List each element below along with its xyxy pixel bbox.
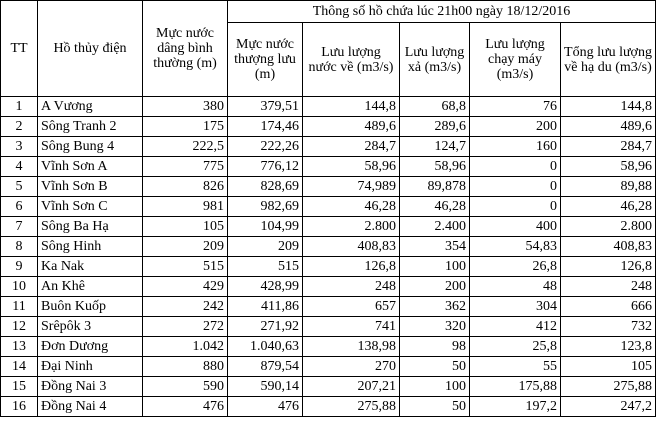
row-normal-level: 476 bbox=[143, 397, 228, 417]
row-tt: 15 bbox=[1, 377, 38, 397]
row-inflow: 126,8 bbox=[303, 257, 400, 277]
row-spill: 50 bbox=[400, 397, 470, 417]
row-normal-level: 380 bbox=[143, 97, 228, 117]
row-spill: 46,28 bbox=[400, 197, 470, 217]
row-spill: 200 bbox=[400, 277, 470, 297]
row-turbine: 0 bbox=[470, 197, 561, 217]
row-total-out: 123,8 bbox=[561, 337, 656, 357]
row-total-out: 275,88 bbox=[561, 377, 656, 397]
row-inflow: 270 bbox=[303, 357, 400, 377]
row-tt: 12 bbox=[1, 317, 38, 337]
row-upstream-level: 879,54 bbox=[228, 357, 303, 377]
row-spill: 100 bbox=[400, 377, 470, 397]
row-normal-level: 105 bbox=[143, 217, 228, 237]
row-normal-level: 880 bbox=[143, 357, 228, 377]
header-total-out: Tổng lưu lượng về hạ du (m3/s) bbox=[561, 23, 656, 97]
table-row bbox=[1, 177, 656, 197]
table-row bbox=[1, 357, 656, 377]
row-total-out: 284,7 bbox=[561, 137, 656, 157]
header-inflow: Lưu lượng nước về (m3/s) bbox=[303, 23, 400, 97]
row-normal-level: 515 bbox=[143, 257, 228, 277]
row-tt: 14 bbox=[1, 357, 38, 377]
row-name: A Vương bbox=[38, 97, 143, 117]
row-turbine: 160 bbox=[470, 137, 561, 157]
row-inflow: 408,83 bbox=[303, 237, 400, 257]
row-inflow: 489,6 bbox=[303, 117, 400, 137]
row-total-out: 105 bbox=[561, 357, 656, 377]
row-tt: 1 bbox=[1, 97, 38, 117]
row-upstream-level: 411,86 bbox=[228, 297, 303, 317]
row-spill: 100 bbox=[400, 257, 470, 277]
row-inflow: 284,7 bbox=[303, 137, 400, 157]
row-spill: 58,96 bbox=[400, 157, 470, 177]
row-spill: 50 bbox=[400, 357, 470, 377]
row-normal-level: 981 bbox=[143, 197, 228, 217]
row-name: Vĩnh Sơn C bbox=[38, 197, 143, 217]
row-normal-level: 1.042 bbox=[143, 337, 228, 357]
row-total-out: 408,83 bbox=[561, 237, 656, 257]
table-row bbox=[1, 97, 656, 117]
row-turbine: 304 bbox=[470, 297, 561, 317]
row-inflow: 138,98 bbox=[303, 337, 400, 357]
table-body bbox=[1, 97, 656, 417]
row-tt: 16 bbox=[1, 397, 38, 417]
header-tt: TT bbox=[1, 1, 38, 97]
row-inflow: 144,8 bbox=[303, 97, 400, 117]
table-row bbox=[1, 117, 656, 137]
row-inflow: 46,28 bbox=[303, 197, 400, 217]
row-name: Ka Nak bbox=[38, 257, 143, 277]
row-normal-level: 775 bbox=[143, 157, 228, 177]
row-turbine: 25,8 bbox=[470, 337, 561, 357]
row-turbine: 175,88 bbox=[470, 377, 561, 397]
table-row bbox=[1, 217, 656, 237]
row-upstream-level: 476 bbox=[228, 397, 303, 417]
table-row bbox=[1, 337, 656, 357]
row-tt: 2 bbox=[1, 117, 38, 137]
row-total-out: 248 bbox=[561, 277, 656, 297]
table-row bbox=[1, 317, 656, 337]
row-total-out: 126,8 bbox=[561, 257, 656, 277]
row-tt: 3 bbox=[1, 137, 38, 157]
row-normal-level: 826 bbox=[143, 177, 228, 197]
row-tt: 11 bbox=[1, 297, 38, 317]
row-spill: 124,7 bbox=[400, 137, 470, 157]
row-name: Sông Bung 4 bbox=[38, 137, 143, 157]
row-spill: 98 bbox=[400, 337, 470, 357]
row-spill: 68,8 bbox=[400, 97, 470, 117]
row-upstream-level: 776,12 bbox=[228, 157, 303, 177]
row-spill: 320 bbox=[400, 317, 470, 337]
header-upstream-level: Mực nước thượng lưu (m) bbox=[228, 23, 303, 97]
row-turbine: 400 bbox=[470, 217, 561, 237]
row-spill: 89,878 bbox=[400, 177, 470, 197]
row-total-out: 46,28 bbox=[561, 197, 656, 217]
table-row bbox=[1, 237, 656, 257]
row-inflow: 207,21 bbox=[303, 377, 400, 397]
row-name: Đồng Nai 4 bbox=[38, 397, 143, 417]
row-turbine: 48 bbox=[470, 277, 561, 297]
row-upstream-level: 1.040,63 bbox=[228, 337, 303, 357]
row-tt: 10 bbox=[1, 277, 38, 297]
row-normal-level: 175 bbox=[143, 117, 228, 137]
table-row bbox=[1, 277, 656, 297]
row-upstream-level: 174,46 bbox=[228, 117, 303, 137]
row-spill: 2.400 bbox=[400, 217, 470, 237]
row-normal-level: 272 bbox=[143, 317, 228, 337]
row-inflow: 74,989 bbox=[303, 177, 400, 197]
header-normal-level: Mực nước dâng bình thường (m) bbox=[143, 1, 228, 97]
row-upstream-level: 515 bbox=[228, 257, 303, 277]
row-total-out: 732 bbox=[561, 317, 656, 337]
row-inflow: 58,96 bbox=[303, 157, 400, 177]
row-inflow: 657 bbox=[303, 297, 400, 317]
header-group: Thông số hồ chứa lúc 21h00 ngày 18/12/2016 bbox=[228, 1, 656, 23]
row-name: An Khê bbox=[38, 277, 143, 297]
row-total-out: 489,6 bbox=[561, 117, 656, 137]
table-row bbox=[1, 137, 656, 157]
header-name: Hồ thủy điện bbox=[38, 1, 143, 97]
row-turbine: 197,2 bbox=[470, 397, 561, 417]
row-upstream-level: 428,99 bbox=[228, 277, 303, 297]
row-normal-level: 242 bbox=[143, 297, 228, 317]
row-normal-level: 429 bbox=[143, 277, 228, 297]
row-name: Vĩnh Sơn B bbox=[38, 177, 143, 197]
row-upstream-level: 828,69 bbox=[228, 177, 303, 197]
header-turbine: Lưu lượng chạy máy (m3/s) bbox=[470, 23, 561, 97]
row-spill: 289,6 bbox=[400, 117, 470, 137]
row-inflow: 2.800 bbox=[303, 217, 400, 237]
row-name: Đại Ninh bbox=[38, 357, 143, 377]
row-upstream-level: 209 bbox=[228, 237, 303, 257]
row-upstream-level: 222,26 bbox=[228, 137, 303, 157]
row-upstream-level: 271,92 bbox=[228, 317, 303, 337]
row-spill: 362 bbox=[400, 297, 470, 317]
row-upstream-level: 982,69 bbox=[228, 197, 303, 217]
row-tt: 9 bbox=[1, 257, 38, 277]
row-tt: 6 bbox=[1, 197, 38, 217]
row-total-out: 666 bbox=[561, 297, 656, 317]
row-total-out: 58,96 bbox=[561, 157, 656, 177]
row-total-out: 89,88 bbox=[561, 177, 656, 197]
row-normal-level: 222,5 bbox=[143, 137, 228, 157]
table-row bbox=[1, 197, 656, 217]
row-name: Sông Ba Hạ bbox=[38, 217, 143, 237]
row-name: Sông Tranh 2 bbox=[38, 117, 143, 137]
row-inflow: 741 bbox=[303, 317, 400, 337]
row-turbine: 55 bbox=[470, 357, 561, 377]
row-turbine: 26,8 bbox=[470, 257, 561, 277]
row-name: Buôn Kuốp bbox=[38, 297, 143, 317]
table-row bbox=[1, 397, 656, 417]
row-tt: 4 bbox=[1, 157, 38, 177]
row-upstream-level: 379,51 bbox=[228, 97, 303, 117]
row-upstream-level: 590,14 bbox=[228, 377, 303, 397]
table-row bbox=[1, 377, 656, 397]
table-row bbox=[1, 157, 656, 177]
row-tt: 13 bbox=[1, 337, 38, 357]
row-tt: 5 bbox=[1, 177, 38, 197]
row-turbine: 0 bbox=[470, 177, 561, 197]
header-spill: Lưu lượng xả (m3/s) bbox=[400, 23, 470, 97]
row-tt: 8 bbox=[1, 237, 38, 257]
row-turbine: 76 bbox=[470, 97, 561, 117]
table-row bbox=[1, 297, 656, 317]
row-name: Đơn Dương bbox=[38, 337, 143, 357]
row-total-out: 2.800 bbox=[561, 217, 656, 237]
row-normal-level: 209 bbox=[143, 237, 228, 257]
row-total-out: 144,8 bbox=[561, 97, 656, 117]
row-tt: 7 bbox=[1, 217, 38, 237]
row-turbine: 200 bbox=[470, 117, 561, 137]
table-row bbox=[1, 257, 656, 277]
row-normal-level: 590 bbox=[143, 377, 228, 397]
row-name: Vĩnh Sơn A bbox=[38, 157, 143, 177]
row-name: Sông Hinh bbox=[38, 237, 143, 257]
row-inflow: 248 bbox=[303, 277, 400, 297]
row-turbine: 412 bbox=[470, 317, 561, 337]
row-turbine: 54,83 bbox=[470, 237, 561, 257]
row-upstream-level: 104,99 bbox=[228, 217, 303, 237]
row-name: Srêpôk 3 bbox=[38, 317, 143, 337]
row-turbine: 0 bbox=[470, 157, 561, 177]
row-spill: 354 bbox=[400, 237, 470, 257]
row-total-out: 247,2 bbox=[561, 397, 656, 417]
row-name: Đồng Nai 3 bbox=[38, 377, 143, 397]
row-inflow: 275,88 bbox=[303, 397, 400, 417]
